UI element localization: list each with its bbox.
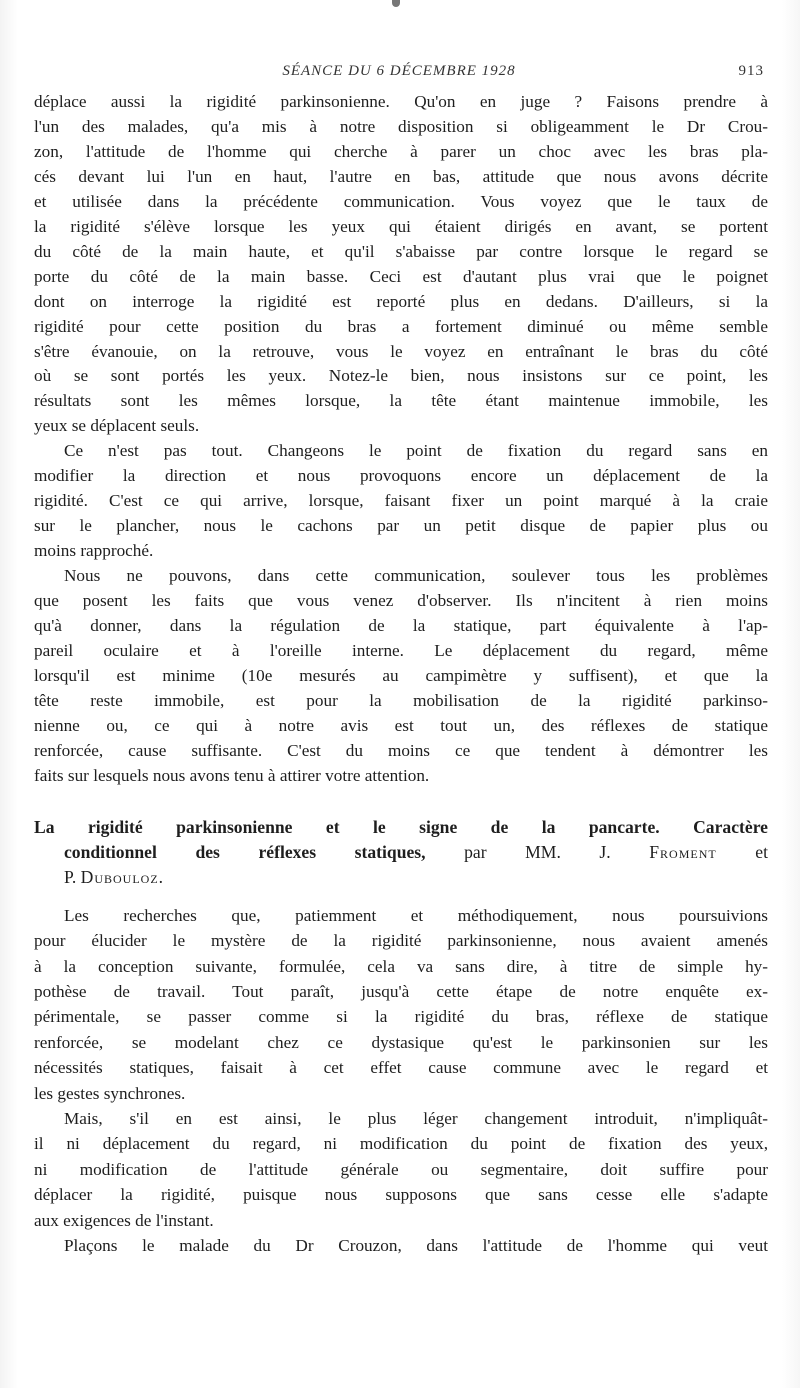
text-line: aux exigences de l'instant.	[34, 1210, 214, 1230]
text-line: il ni déplacement du regard, ni modification du point de fixation des yeux,	[34, 1134, 768, 1154]
text-line: la rigidité s'élève lorsque les yeux qui étaient dirigés en avant, se portent	[34, 216, 768, 236]
text-line: déplace aussi la rigidité parkinsonienne. Qu'on en juge ? Faisons prendre à	[34, 92, 768, 111]
text-line: résultats sont les mêmes lorsque, la tête étant maintenue immobile, les	[34, 391, 768, 411]
text-line: déplacer la rigidité, puisque nous supposons que sans cesse elle s'adapte	[34, 1185, 768, 1205]
text-line: qu'à donner, dans la régulation de la statique, part équivalente à l'ap-	[34, 616, 768, 636]
paragraph	[34, 1233, 768, 1258]
text-line: pour élucider le mystère de la rigidité parkinsonienne, nous avaient amenés	[34, 931, 768, 951]
text-line: dont on interroge la rigidité est reporté plus en dedans. D'ailleurs, si la	[34, 291, 768, 311]
text-line: nécessités statiques, faisait à cet effet cause commune avec le regard et	[34, 1058, 768, 1078]
text-line: renforcée, se modelant chez ce dystasique qu'est le parkinsonien sur les	[34, 1032, 768, 1052]
text-line: où se sont portés les yeux. Notez-le bien, nous insistons sur ce point, les	[34, 366, 768, 386]
heading-line	[34, 865, 768, 890]
running-head	[34, 63, 764, 85]
text-line: rigidité pour cette position du bras a fortement diminué ou même semble	[34, 316, 768, 336]
text-line: pothèse de travail. Tout paraît, jusqu'à cette étape de notre enquête ex-	[34, 981, 768, 1001]
author-name: Dubouloz.	[80, 866, 165, 887]
text-line: nienne ou, ce qui à notre avis est tout un, des réflexes de statique	[34, 715, 768, 735]
text-line: l'un des malades, qu'a mis à notre disposition si obligeamment le Dr Crou-	[34, 116, 768, 136]
section-2	[34, 903, 768, 1259]
heading-par: par MM. J.	[464, 841, 611, 862]
text-line: tête reste immobile, est pour la mobilisation de la rigidité parkinso-	[34, 690, 768, 710]
paragraph	[34, 439, 768, 564]
paragraph	[34, 903, 768, 1106]
text-line: du côté de la main haute, et qu'il s'abaisse par contre lorsque le regard se	[34, 241, 768, 261]
text-line: Plaçons le malade du Dr Crouzon, dans l'attitude de l'homme qui veut	[64, 1235, 768, 1255]
heading-bold-text: conditionnel des réflexes statiques,	[64, 841, 426, 862]
text-line: Nous ne pouvons, dans cette communication, soulever tous les problèmes	[64, 566, 768, 586]
text-line: rigidité. C'est ce qui arrive, lorsque, faisant fixer un point marqué à la craie	[34, 491, 768, 511]
text-line: pareil oculaire et à l'oreille interne. Le déplacement du regard, même	[34, 640, 768, 660]
heading-line: La rigidité parkinsonienne et le signe de la pancarte. Caractère	[34, 816, 768, 837]
text-line: modifier la direction et nous provoquons encore un déplacement de la	[34, 466, 768, 486]
text-line: ni modification de l'attitude générale ou segmentaire, doit suffire pour	[34, 1159, 768, 1179]
author-name: Froment	[649, 841, 717, 862]
paragraph	[34, 1106, 768, 1233]
running-title: SÉANCE DU 6 DÉCEMBRE 1928	[282, 63, 516, 79]
section-1	[34, 90, 768, 789]
text-line: Les recherches que, patiemment et méthodiquement, nous poursuivions	[64, 905, 768, 925]
text-line: porte du côté de la main basse. Ceci est d'autant plus vrai que le poignet	[34, 266, 768, 286]
author-initial: P.	[64, 866, 77, 887]
text-line: à la conception suivante, formulée, cela va sans dire, à titre de simple hy-	[34, 956, 768, 976]
ink-spot	[392, 0, 400, 7]
text-line: zon, l'attitude de l'homme qui cherche à parer un choc avec les bras pla-	[34, 141, 768, 161]
text-line: les gestes synchrones.	[34, 1083, 186, 1103]
text-line: faits sur lesquels nous avons tenu à attirer votre attention.	[34, 765, 430, 785]
text-line: Ce n'est pas tout. Changeons le point de fixation du regard sans en	[64, 441, 768, 461]
paragraph	[34, 90, 768, 439]
text-line: sur le plancher, nous le cachons par un petit disque de papier plus ou	[34, 516, 768, 536]
heading-et: et	[755, 841, 768, 862]
text-line: s'être évanouie, on la retrouve, vous le voyez en entraînant le bras du côté	[34, 341, 768, 361]
text-line: renforcée, cause suffisante. C'est du moins ce que tendent à démontrer les	[34, 740, 768, 760]
text-line: moins rapproché.	[34, 541, 154, 561]
text-line: Mais, s'il en est ainsi, le plus léger changement introduit, n'impliquât-	[64, 1108, 768, 1128]
heading-line	[34, 840, 768, 865]
text-line: cés devant lui l'un en haut, l'autre en bas, attitude que nous avons décrite	[34, 166, 768, 186]
text-line: yeux se déplacent seuls.	[34, 416, 200, 436]
article-heading	[34, 815, 768, 890]
text-line: lorsqu'il est minime (10e mesurés au campimètre y suffisent), et que la	[34, 665, 768, 685]
text-line: et utilisée dans la précédente communication. Vous voyez que le taux de	[34, 191, 768, 211]
text-line: périmentale, se passer comme si la rigidité du bras, réflexe de statique	[34, 1007, 768, 1027]
body-text	[34, 90, 768, 1258]
page-number: 913	[738, 63, 764, 79]
paragraph	[34, 564, 768, 789]
text-line: que posent les faits que vous venez d'observer. Ils n'incitent à rien moins	[34, 591, 768, 611]
